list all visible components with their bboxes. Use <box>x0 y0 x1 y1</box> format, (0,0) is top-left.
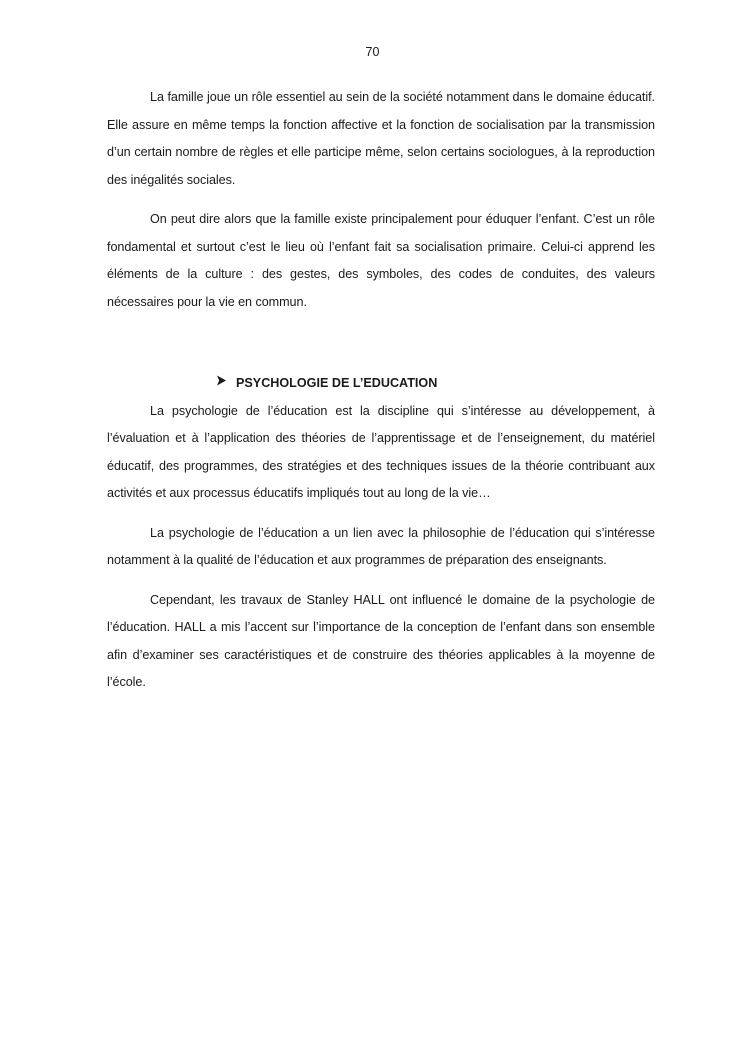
section-title: PSYCHOLOGIE DE L’EDUCATION <box>236 376 438 390</box>
paragraph-psychology-definition: La psychologie de l’éducation est la discipline qui s’intéresse au développement, à l’évaluation et à l’application des théories de l’apprentissage et de l’enseignement, du matériel éducatif, des programmes, des stratégies et des techniques issues de la théorie contribuant aux activités et aux processus éducatifs impliqués tout au long de la vie… <box>107 403 655 500</box>
document-body <box>107 84 655 709</box>
section-heading <box>107 370 655 398</box>
paragraph-stanley-hall: Cependant, les travaux de Stanley HALL ont influencé le domaine de la psychologie de l’éducation. HALL a mis l’accent sur l’importance de la conception de l’enfant dans son ensemble afin d’examiner ses caractéristiques et de construire des théories applicables à la moyenne de l’école. <box>107 592 655 689</box>
arrow-bullet-icon <box>216 370 230 398</box>
page-number: 70 <box>365 45 380 59</box>
paragraph-family-role: La famille joue un rôle essentiel au sein de la société notamment dans le domaine éducatif. Elle assure en même temps la fonction affective et la fonction de socialisation par la transmission d’un certain nombre de règles et elle participe même, selon certains sociologues, à la reproduction des inégalités sociales. <box>107 90 655 187</box>
paragraph-family-education: On peut dire alors que la famille existe principalement pour éduquer l’enfant. C’est un rôle fondamental et surtout c’est le lieu où l’enfant fait sa socialisation primaire. Celui-ci apprend les éléments de la culture : des gestes, des symboles, des codes de conduites, des valeurs nécessaires pour la vie en commun. <box>107 212 655 309</box>
paragraph-psychology-philosophy: La psychologie de l’éducation a un lien avec la philosophie de l’éducation qui s’intéresse notamment à la qualité de l’éducation et aux programmes de préparation des enseignants. <box>107 525 655 567</box>
